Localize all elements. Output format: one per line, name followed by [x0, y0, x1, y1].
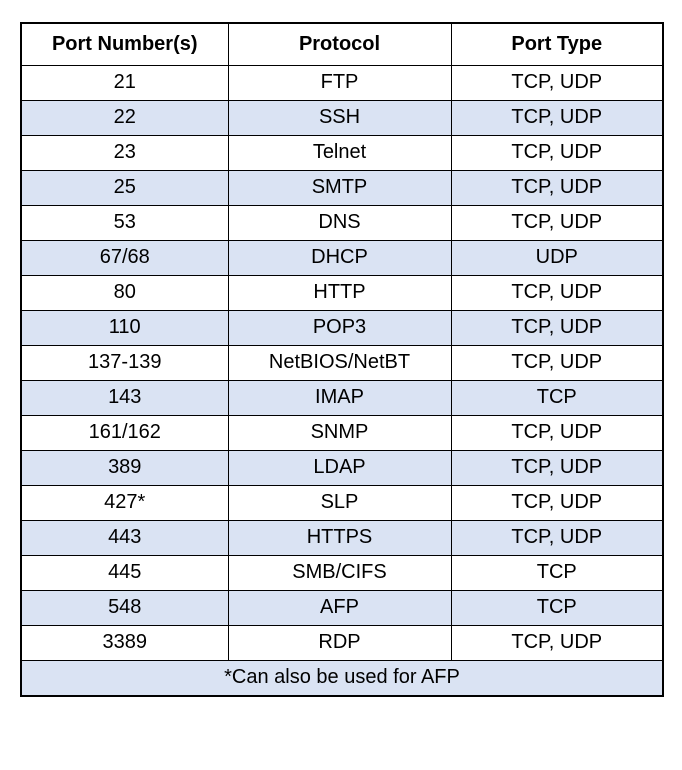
cell-port-number: 3389 [21, 625, 228, 660]
cell-port-type: TCP, UDP [451, 415, 663, 450]
cell-port-type: TCP, UDP [451, 345, 663, 380]
table-row [21, 205, 663, 240]
cell-protocol: POP3 [228, 310, 451, 345]
table-row [21, 590, 663, 625]
cell-protocol: SSH [228, 100, 451, 135]
cell-port-number: 161/162 [21, 415, 228, 450]
table-row [21, 135, 663, 170]
cell-port-number: 427* [21, 485, 228, 520]
table-row [21, 65, 663, 100]
table-row [21, 520, 663, 555]
table-row [21, 240, 663, 275]
table-row [21, 450, 663, 485]
cell-port-number: 25 [21, 170, 228, 205]
cell-protocol: FTP [228, 65, 451, 100]
column-header-port-numbers: Port Number(s) [21, 23, 228, 65]
cell-port-type: TCP, UDP [451, 65, 663, 100]
cell-port-number: 53 [21, 205, 228, 240]
cell-port-type: TCP, UDP [451, 310, 663, 345]
cell-protocol: HTTP [228, 275, 451, 310]
table-row [21, 345, 663, 380]
cell-protocol: SNMP [228, 415, 451, 450]
cell-port-number: 80 [21, 275, 228, 310]
cell-protocol: SLP [228, 485, 451, 520]
cell-protocol: RDP [228, 625, 451, 660]
cell-protocol: AFP [228, 590, 451, 625]
table-row [21, 555, 663, 590]
cell-port-type: TCP, UDP [451, 450, 663, 485]
cell-port-number: 445 [21, 555, 228, 590]
column-header-port-type: Port Type [451, 23, 663, 65]
cell-port-type: TCP [451, 380, 663, 415]
cell-port-number: 67/68 [21, 240, 228, 275]
table-body [21, 65, 663, 660]
cell-protocol: SMB/CIFS [228, 555, 451, 590]
table-header-row [21, 23, 663, 65]
cell-protocol: NetBIOS/NetBT [228, 345, 451, 380]
footnote: *Can also be used for AFP [21, 660, 663, 696]
cell-port-type: TCP, UDP [451, 520, 663, 555]
cell-port-type: TCP, UDP [451, 170, 663, 205]
cell-protocol: Telnet [228, 135, 451, 170]
cell-port-number: 21 [21, 65, 228, 100]
table-row [21, 380, 663, 415]
cell-port-type: TCP, UDP [451, 625, 663, 660]
cell-port-number: 137-139 [21, 345, 228, 380]
cell-port-type: TCP, UDP [451, 135, 663, 170]
cell-port-type: TCP, UDP [451, 275, 663, 310]
cell-protocol: DNS [228, 205, 451, 240]
cell-protocol: IMAP [228, 380, 451, 415]
column-header-protocol: Protocol [228, 23, 451, 65]
table-row [21, 625, 663, 660]
cell-port-number: 143 [21, 380, 228, 415]
table-row [21, 485, 663, 520]
cell-port-number: 110 [21, 310, 228, 345]
cell-port-number: 548 [21, 590, 228, 625]
table-row [21, 100, 663, 135]
cell-port-number: 389 [21, 450, 228, 485]
table-row [21, 310, 663, 345]
cell-protocol: HTTPS [228, 520, 451, 555]
table-row [21, 415, 663, 450]
cell-port-type: TCP [451, 590, 663, 625]
cell-port-type: TCP, UDP [451, 485, 663, 520]
cell-protocol: LDAP [228, 450, 451, 485]
cell-protocol: SMTP [228, 170, 451, 205]
cell-port-number: 22 [21, 100, 228, 135]
table-row [21, 275, 663, 310]
cell-port-type: UDP [451, 240, 663, 275]
table-row [21, 170, 663, 205]
cell-port-number: 443 [21, 520, 228, 555]
port-table [20, 22, 664, 697]
cell-port-type: TCP, UDP [451, 205, 663, 240]
cell-port-number: 23 [21, 135, 228, 170]
cell-port-type: TCP, UDP [451, 100, 663, 135]
cell-port-type: TCP [451, 555, 663, 590]
footnote-row [21, 660, 663, 696]
cell-protocol: DHCP [228, 240, 451, 275]
